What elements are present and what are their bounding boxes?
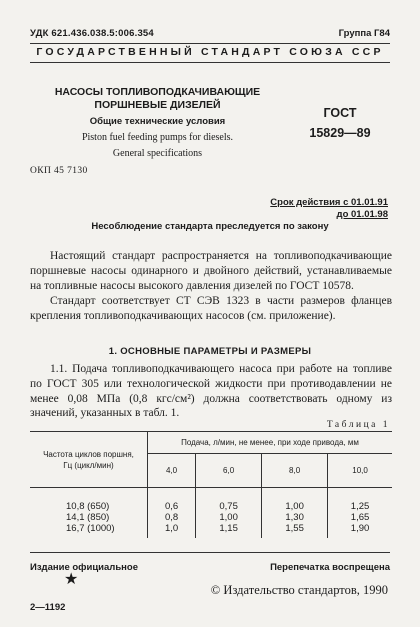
group-code: Группа Г84 [338, 28, 390, 39]
table-cell-param: 14,1 (850) [30, 512, 148, 523]
title-en-line2: General specifications [112, 148, 203, 159]
gost-label: ГОСТ [323, 106, 357, 120]
table-cell-param: 10,8 (650) [30, 488, 148, 513]
table-row [30, 488, 392, 513]
table-cell: 1,15 [196, 523, 262, 538]
table-row [30, 523, 392, 538]
order-number: 2—1192 [30, 602, 66, 613]
table-cell: 1,00 [196, 512, 262, 523]
table-group-header: Подача, л/мин, не менее, при ходе привода, мм [148, 432, 393, 454]
table-cell: 1,90 [350, 523, 370, 534]
state-standard-banner: ГОСУДАРСТВЕННЫЙ СТАНДАРТ СОЮЗА ССР [36, 46, 384, 58]
gost-number: 15829—89 [309, 126, 371, 140]
violation-notice: Несоблюдение стандарта преследуется по закону [91, 221, 329, 232]
reprint-prohibited-label: Перепечатка воспрещена [270, 562, 390, 573]
udk-code: УДК 621.436.038.5:006.354 [30, 28, 154, 39]
okp-code: ОКП 45 7130 [30, 166, 88, 176]
table-param-header-line1: Частота циклов поршня, [43, 449, 134, 459]
table-col-header: 4,0 [148, 454, 196, 488]
paragraph-compliance: Стандарт соответствует СТ СЭВ 1323 в части размеров фланцев крепления топливоподкачивающих насосов (см. приложение). [30, 295, 392, 322]
validity-to: до 01.01.98 [336, 209, 388, 220]
table-cell: 1,25 [350, 501, 370, 512]
copyright-notice: © Издательство стандартов, 1990 [210, 583, 388, 597]
paragraph-scope: Настоящий стандарт распространяется на топливоподкачивающие поршневые насосы одинарного и двойного действий, устанавливаемые на топливные насосы высокого давления дизелей по ГОСТ 10578. [30, 250, 392, 292]
title-subtitle: Общие технические условия [89, 116, 226, 127]
title-en-line1: Piston fuel feeding pumps for diesels. [81, 132, 234, 143]
table-caption: Таблица 1 [326, 420, 390, 430]
table-param-header [30, 432, 148, 488]
table-cell: 0,6 [148, 488, 196, 513]
validity-from: Срок действия с 01.01.91 [270, 197, 388, 208]
table-cell: 0,8 [148, 512, 196, 523]
table-cell-param: 16,7 (1000) [30, 523, 148, 538]
table-row [30, 512, 392, 523]
official-edition-label: Издание официальное [30, 562, 138, 573]
table-cell: 1,00 [262, 488, 328, 513]
table-col-header: 6,0 [196, 454, 262, 488]
title-ru-line1: НАСОСЫ ТОПЛИВОПОДКАЧИВАЮЩИЕ [54, 86, 261, 98]
table-1 [30, 431, 392, 538]
table-cell: 1,30 [262, 512, 328, 523]
document-title-block [40, 86, 275, 160]
table-col-header: 10,0 [328, 454, 392, 488]
star-icon: ★ [64, 571, 79, 588]
footer-rule [30, 552, 390, 553]
header-rule-top [30, 43, 390, 44]
table-cell: 0,75 [196, 488, 262, 513]
section-title: 1. ОСНОВНЫЕ ПАРАМЕТРЫ И РАЗМЕРЫ [108, 346, 312, 357]
validity-period [270, 197, 388, 221]
table-cell: 1,65 [350, 512, 370, 523]
table-cell: 1,55 [262, 523, 328, 538]
title-ru-line2: ПОРШНЕВЫЕ ДИЗЕЛЕЙ [94, 99, 221, 111]
gost-designation [300, 106, 380, 140]
table-param-header-line2: Гц (цикл/мин) [63, 460, 114, 470]
header-rule-bottom [30, 62, 390, 63]
paragraph-1-1: 1.1. Подача топливоподкачивающего насоса при работе на топливе по ГОСТ 305 или технологической жидкости при противодавлении не менее 0,08 МПа (0,8 кгс/см²) должна соответствовать одному из значений, указанных в табл. 1. [30, 363, 392, 420]
table-cell: 1,0 [148, 523, 196, 538]
table-col-header: 8,0 [262, 454, 328, 488]
